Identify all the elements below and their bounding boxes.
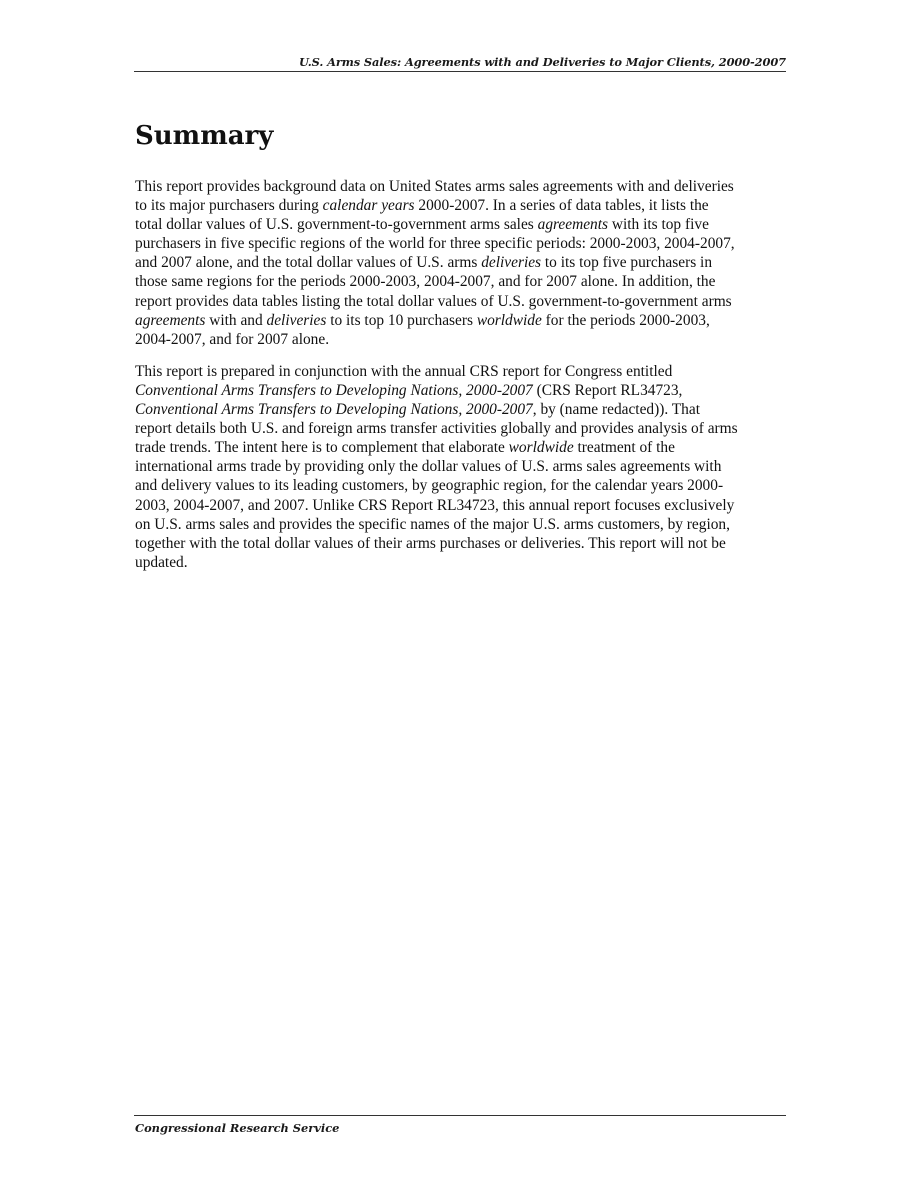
text-line: updated. bbox=[135, 553, 188, 571]
summary-paragraph-1 bbox=[135, 177, 787, 349]
text-line: together with the total dollar values of their arms purchases or deliveries. This report will not be bbox=[135, 534, 726, 552]
summary-paragraph-2 bbox=[135, 362, 787, 572]
text-line: report details both U.S. and foreign arms transfer activities globally and provides analysis of arms bbox=[135, 420, 738, 438]
text-line: to its major purchasers during calendar years 2000-2007. In a series of data tables, it lists the bbox=[135, 197, 709, 215]
header-rule bbox=[134, 71, 786, 72]
running-footer: Congressional Research Service bbox=[135, 1121, 340, 1135]
summary-body bbox=[135, 177, 787, 585]
page-title: Summary bbox=[135, 121, 274, 151]
text-line: trade trends. The intent here is to complement that elaborate worldwide treatment of the bbox=[135, 439, 675, 457]
running-header: U.S. Arms Sales: Agreements with and Deliveries to Major Clients, 2000-2007 bbox=[299, 55, 786, 69]
text-line: 2004-2007, and for 2007 alone. bbox=[135, 330, 330, 348]
text-line: and 2007 alone, and the total dollar values of U.S. arms deliveries to its top five purchasers in bbox=[135, 254, 713, 272]
text-line: total dollar values of U.S. government-to-government arms sales agreements with its top five bbox=[135, 216, 709, 234]
text-line: international arms trade by providing only the dollar values of U.S. arms sales agreements with bbox=[135, 458, 722, 476]
text-line: Conventional Arms Transfers to Developing Nations, 2000-2007, by (name redacted)). That bbox=[135, 401, 700, 419]
text-line: and delivery values to its leading customers, by geographic region, for the calendar years 2000- bbox=[135, 477, 724, 495]
text-line: those same regions for the periods 2000-2003, 2004-2007, and for 2007 alone. In addition, the bbox=[135, 273, 716, 291]
text-line: This report provides background data on United States arms sales agreements with and deliveries bbox=[135, 178, 734, 195]
footer-rule bbox=[134, 1115, 786, 1116]
text-line: agreements with and deliveries to its top 10 purchasers worldwide for the periods 2000-2003, bbox=[135, 311, 710, 329]
text-line: on U.S. arms sales and provides the specific names of the major U.S. arms customers, by region, bbox=[135, 515, 730, 533]
text-line: Conventional Arms Transfers to Developing Nations, 2000-2007 (CRS Report RL34723, bbox=[135, 381, 683, 399]
text-line: 2003, 2004-2007, and 2007. Unlike CRS Report RL34723, this annual report focuses exclusively bbox=[135, 496, 735, 514]
text-line: report provides data tables listing the total dollar values of U.S. government-to-government arms bbox=[135, 292, 732, 310]
text-line: This report is prepared in conjunction with the annual CRS report for Congress entitled bbox=[135, 362, 673, 380]
text-line: purchasers in five specific regions of the world for three specific periods: 2000-2003, 2004-2007, bbox=[135, 235, 735, 253]
